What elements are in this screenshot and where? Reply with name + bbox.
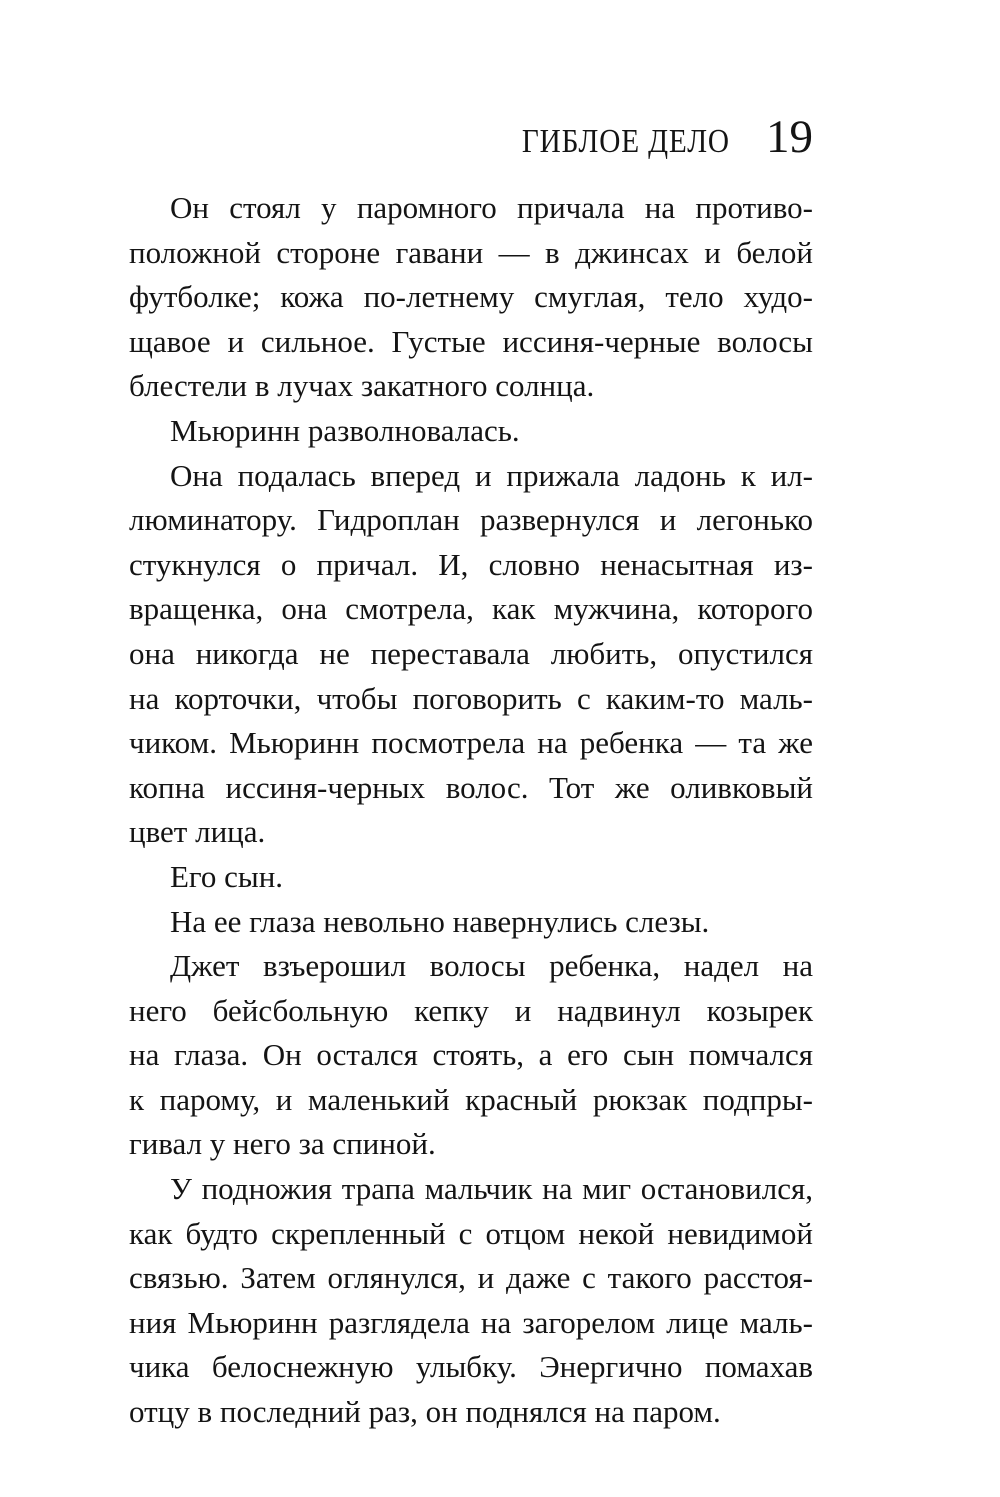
text-line: на глаза. Он остался стоять, а его сын помчался (129, 1037, 813, 1073)
body-text (129, 186, 813, 1435)
page-number: 19 (766, 111, 813, 163)
text-line: вращенка, она смотрела, как мужчина, которого (129, 591, 813, 627)
text-line: как будто скрепленный с отцом некой невидимой (129, 1215, 813, 1251)
text-line: стукнулся о причал. И, словно ненасытная из- (129, 546, 813, 582)
text-line: люминатору. Гидроплан развернулся и легонько (129, 502, 813, 538)
text-line: чика белоснежную улыбку. Энергично помахав (129, 1349, 813, 1385)
text-line: Джет взъерошил волосы ребенка, надел на (170, 948, 813, 984)
text-line: щавое и сильное. Густые иссиня-черные волосы (129, 323, 813, 359)
text-line: него бейсбольную кепку и надвинул козырек (129, 992, 813, 1028)
text-line: на корточки, чтобы поговорить с каким-то маль- (129, 680, 813, 716)
text-line: она никогда не переставала любить, опустился (129, 635, 813, 671)
text-line: к парому, и маленький красный рюкзак подпры- (129, 1081, 813, 1117)
text-line: Его сын. (170, 858, 284, 894)
text-line: положной стороне гавани — в джинсах и белой (129, 234, 813, 270)
text-line: связью. Затем оглянулся, и даже с такого расстоя- (129, 1260, 813, 1296)
text-line: отцу в последний раз, он поднялся на паром. (129, 1394, 721, 1430)
paragraph-5 (129, 900, 813, 945)
text-line: цвет лица. (129, 814, 266, 850)
paragraph-4 (129, 855, 813, 900)
text-line: Он стоял у паромного причала на противо- (170, 190, 813, 225)
paragraph-6 (129, 944, 813, 1167)
text-line: ния Мьюринн разглядела на загорелом лице маль- (129, 1304, 813, 1340)
text-line: На ее глаза невольно навернулись слезы. (170, 903, 710, 939)
running-head (488, 110, 813, 166)
text-line: чиком. Мьюринн посмотрела на ребенка — та же (129, 725, 813, 761)
running-title: ГИБЛОЕ ДЕЛО (521, 123, 730, 160)
paragraph-3 (129, 454, 813, 855)
text-line: У подножия трапа мальчик на миг остановился, (170, 1171, 813, 1207)
paragraph-1 (129, 186, 813, 409)
text-line: Она подалась вперед и прижала ладонь к ил- (170, 457, 813, 493)
text-line: Мьюринн разволновалась. (170, 412, 520, 448)
text-line: блестели в лучах закатного солнца. (129, 368, 595, 404)
paragraph-2 (129, 409, 813, 454)
text-line: гивал у него за спиной. (129, 1126, 436, 1162)
text-line: копна иссиня-черных волос. Тот же оливковый (129, 769, 813, 805)
text-line: футболке; кожа по-летнему смуглая, тело худо- (129, 279, 813, 315)
paragraph-7 (129, 1167, 813, 1435)
